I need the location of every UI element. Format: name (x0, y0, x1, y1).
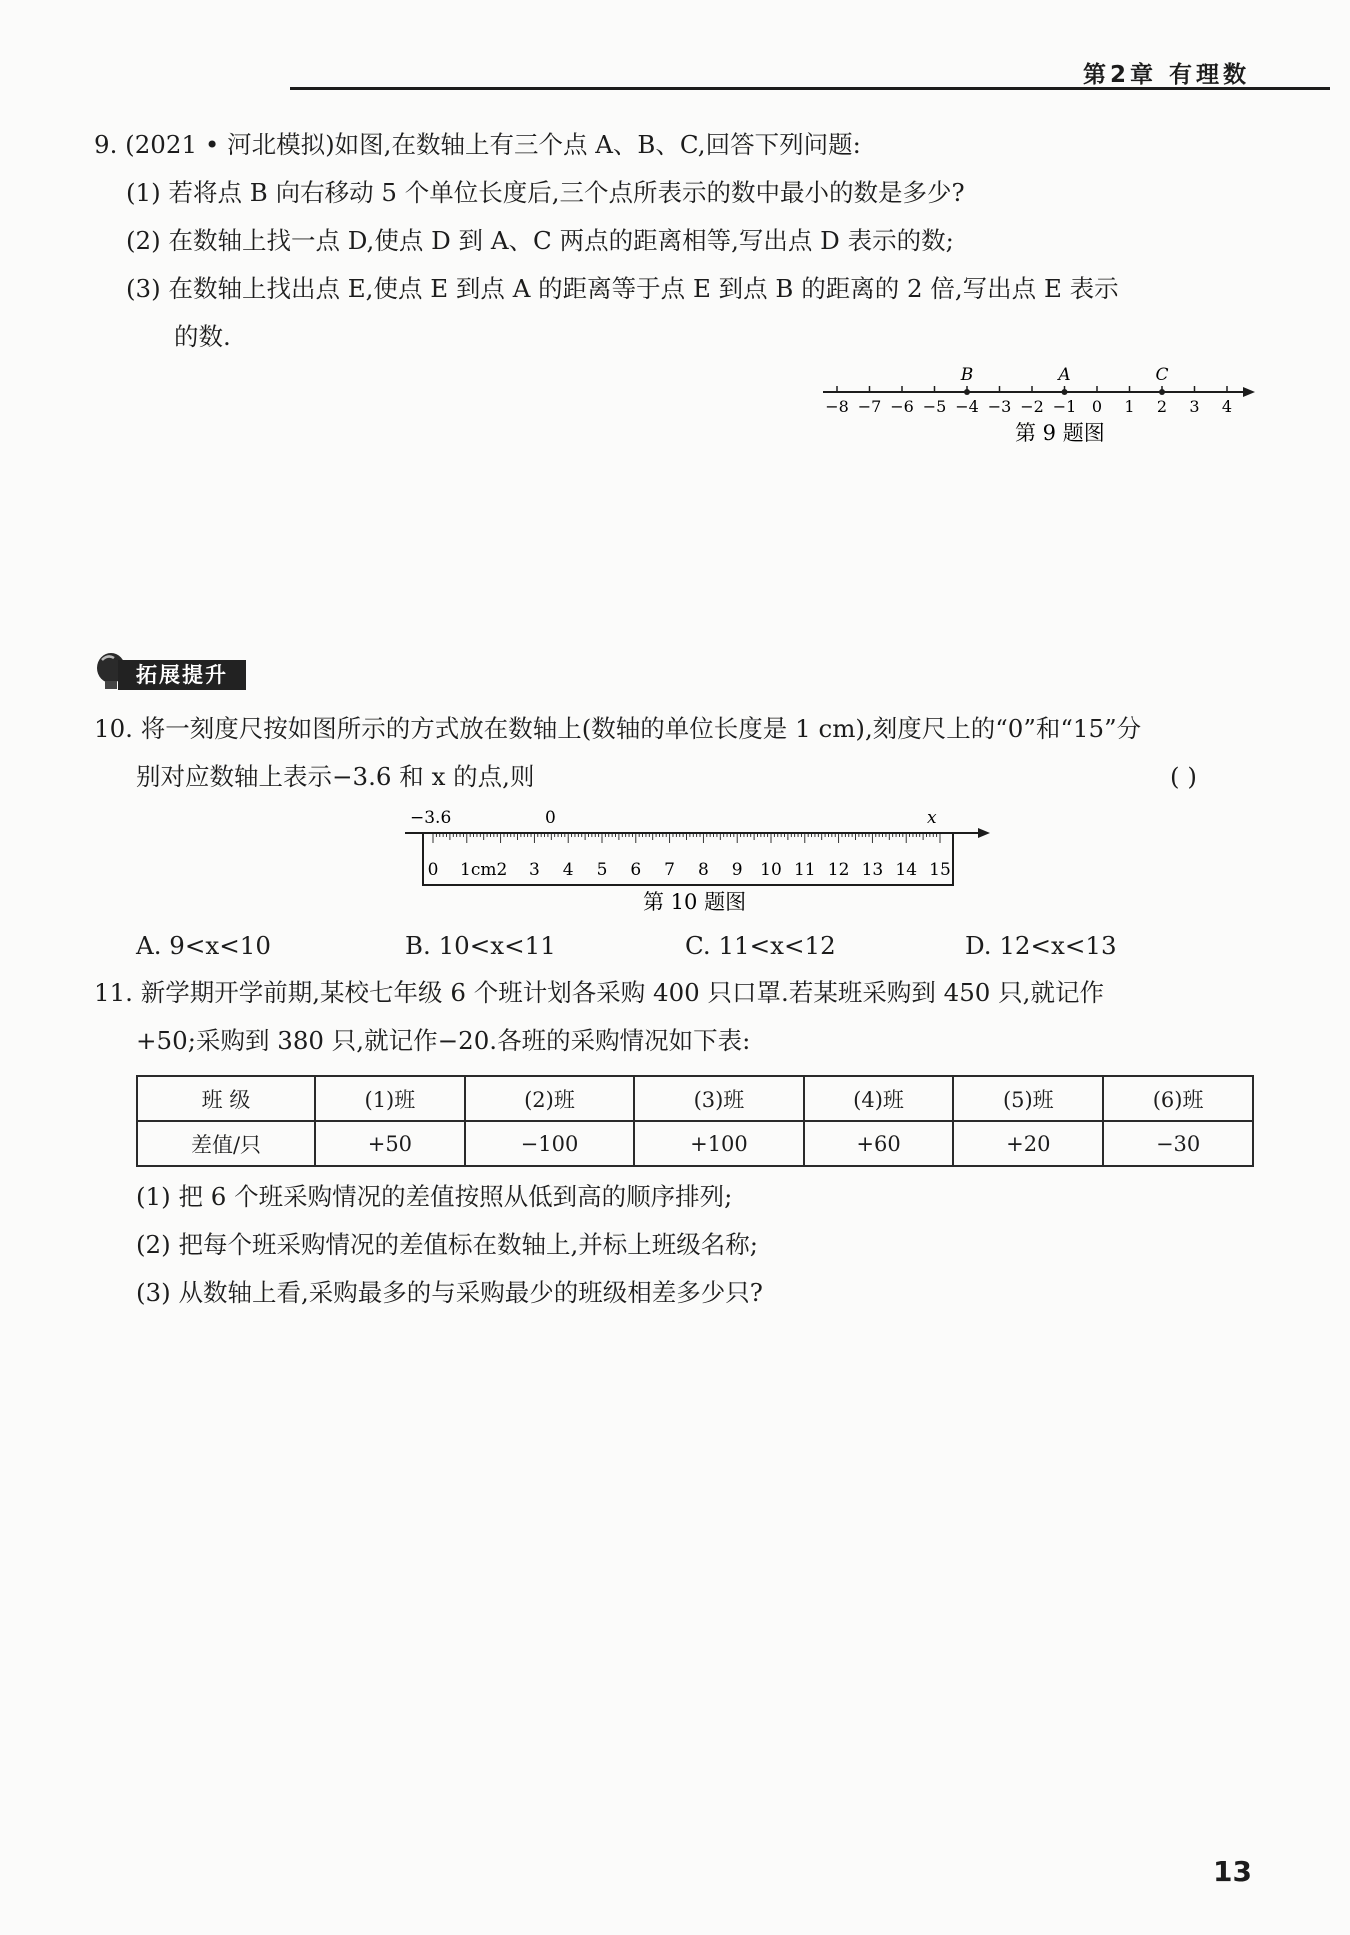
q9-point-C (1159, 389, 1165, 395)
q9-tick-label: −6 (890, 397, 914, 416)
q9-point-A (1062, 389, 1068, 395)
page-header (290, 52, 1330, 90)
axis-label-zero: 0 (545, 808, 556, 828)
q9-point-label: B (960, 365, 974, 385)
option-c: C. 11<x<12 (685, 931, 836, 960)
option-b: B. 10<x<11 (405, 931, 556, 960)
q9-point-label: C (1155, 365, 1169, 385)
q11-stem-cont: +50;采购到 380 只,就记作−20.各班的采购情况如下表: (136, 1026, 751, 1055)
ruler-label: 15 (929, 860, 951, 880)
table-cell: (5)班 (953, 1076, 1103, 1121)
axis-label-x: x (927, 808, 937, 828)
option-a: A. 9<x<10 (136, 931, 271, 960)
table-cell: 差值/只 (137, 1121, 315, 1166)
q10-axis-arrow (978, 828, 990, 838)
ruler-label: 3 (528, 860, 540, 880)
ruler-label: 14 (895, 860, 918, 880)
table-cell: −100 (465, 1121, 634, 1166)
q9-part2: (2) 在数轴上找一点 D,使点 D 到 A、C 两点的距离相等,写出点 D 表示的数; (126, 226, 954, 255)
ruler-label: 11 (793, 860, 816, 880)
table-cell: (2)班 (465, 1076, 634, 1121)
ruler-label: 12 (827, 860, 850, 880)
q9-tick-label: −8 (825, 397, 849, 416)
ruler-label: 4 (562, 860, 574, 880)
axis-label-neg3.6: −3.6 (410, 808, 452, 828)
q9-tick-label: −2 (1020, 397, 1044, 416)
answer-blank: ( ) (1170, 762, 1197, 791)
q9-tick-label: −3 (987, 397, 1012, 416)
q10-stem-cont: 别对应数轴上表示−3.6 和 x 的点,则 (136, 762, 535, 791)
ruler-label: 5 (596, 860, 608, 880)
header-rule (290, 87, 1330, 90)
q9-tick-label: 2 (1156, 397, 1168, 416)
q9-tick-label: 4 (1221, 397, 1233, 416)
ruler-label: 7 (664, 860, 676, 880)
q9-tick-label: −4 (955, 397, 979, 416)
page-number: 13 (1213, 1855, 1252, 1888)
q9-part3: (3) 在数轴上找出点 E,使点 E 到点 A 的距离等于点 E 到点 B 的距离的 2 倍,写出点 E 表示 (126, 274, 1119, 303)
table-row (137, 1121, 1253, 1166)
table-cell: (4)班 (804, 1076, 954, 1121)
q9-number-line-figure (815, 360, 1265, 450)
q9-axis-arrow (1243, 387, 1255, 397)
table-cell: (6)班 (1103, 1076, 1253, 1121)
ruler-label: 8 (697, 860, 709, 880)
ruler-label: 13 (861, 860, 884, 880)
table-cell: 班 级 (137, 1076, 315, 1121)
q9-tick-label: 1 (1124, 397, 1135, 416)
chapter-title: 第2章 有理数 (1082, 62, 1250, 88)
ruler-label: 10 (760, 860, 782, 880)
option-d: D. 12<x<13 (965, 931, 1117, 960)
q9-tick-label: 3 (1189, 397, 1200, 416)
table-cell: +60 (804, 1121, 954, 1166)
q9-point-B (964, 389, 970, 395)
q11-part3: (3) 从数轴上看,采购最多的与采购最少的班级相差多少只? (136, 1278, 763, 1307)
section-title: 拓展提升 (118, 660, 246, 690)
table-cell: +100 (634, 1121, 803, 1166)
q9-part3-cont: 的数. (174, 322, 231, 351)
q9-tick-label: −7 (857, 397, 882, 416)
q11-part1: (1) 把 6 个班采购情况的差值按照从低到高的顺序排列; (136, 1182, 733, 1211)
q10-stem: 10. 将一刻度尺按如图所示的方式放在数轴上(数轴的单位长度是 1 cm),刻度尺上的“0”和“15”分 (94, 714, 1142, 743)
table-cell: (1)班 (315, 1076, 465, 1121)
section-tag (94, 652, 249, 692)
ruler-label: 0 (427, 860, 439, 880)
q9-stem: 9. (2021 • 河北模拟)如图,在数轴上有三个点 A、B、C,回答下列问题: (94, 130, 861, 159)
q9-tick-label: 0 (1091, 397, 1103, 416)
purchase-table (136, 1075, 1254, 1167)
q9-part1: (1) 若将点 B 向右移动 5 个单位长度后,三个点所表示的数中最小的数是多少? (126, 178, 965, 207)
table-cell: (3)班 (634, 1076, 803, 1121)
ruler-label: 6 (630, 860, 642, 880)
table-cell: +50 (315, 1121, 465, 1166)
ruler-label: 1cm2 (460, 860, 508, 880)
q10-figure-caption: 第 10 题图 (643, 890, 747, 914)
q9-tick-label: −5 (922, 397, 947, 416)
q9-tick-label: −1 (1052, 397, 1077, 416)
q11-stem: 11. 新学期开学前期,某校七年级 6 个班计划各采购 400 只口罩.若某班采购到 450 只,就记作 (94, 978, 1104, 1007)
q9-point-label: A (1058, 365, 1071, 385)
q9-figure-caption: 第 9 题图 (1015, 421, 1105, 445)
table-cell: −30 (1103, 1121, 1253, 1166)
q10-ruler-figure (395, 805, 995, 920)
q11-part2: (2) 把每个班采购情况的差值标在数轴上,并标上班级名称; (136, 1230, 759, 1259)
table-header-row (137, 1076, 1253, 1121)
table-cell: +20 (953, 1121, 1103, 1166)
ruler-label: 9 (731, 860, 743, 880)
